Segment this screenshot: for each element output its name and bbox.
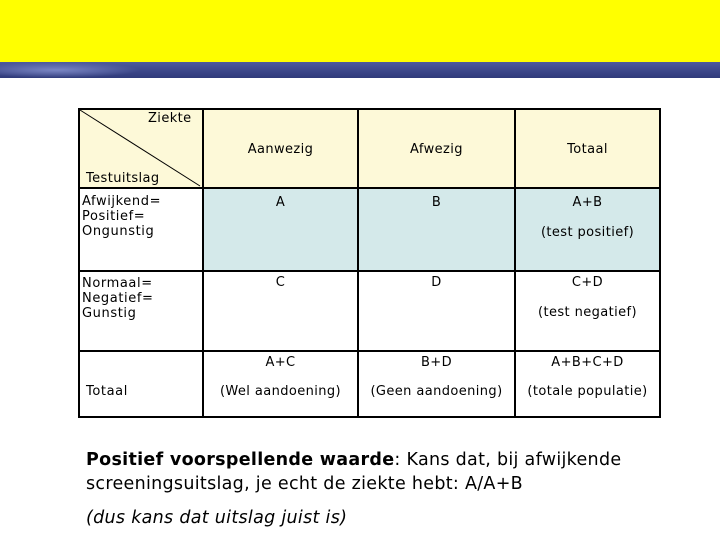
- corner-bottom-label: Testuitslag: [86, 171, 160, 186]
- grid-line-header: [78, 187, 661, 189]
- column-header-totaal: Totaal: [567, 142, 608, 157]
- definition-term: Positief voorspellende waarde: [86, 450, 395, 470]
- note-test-negatief: (test negatief): [538, 305, 637, 320]
- column-header-afwezig: Afwezig: [410, 142, 463, 157]
- italic-note: (dus kans dat uitslag juist is): [86, 508, 348, 528]
- row-label-totaal: Totaal: [86, 384, 128, 399]
- note-geen-aandoening: (Geen aandoening): [370, 384, 503, 399]
- row-label-negatief: [82, 276, 200, 321]
- note-test-positief: (test positief): [540, 225, 635, 240]
- grid-line-left: [78, 108, 80, 418]
- grid-line-positive: [78, 270, 661, 272]
- cell-a: A: [275, 195, 286, 210]
- cell-b: B: [431, 195, 442, 210]
- contingency-table: [78, 108, 661, 418]
- top-yellow-band: [0, 0, 720, 62]
- cell-a-plus-b: A+B: [572, 195, 603, 210]
- cell-d: D: [431, 275, 442, 290]
- definition-paragraph: [86, 448, 706, 496]
- grid-line-top: [78, 108, 661, 110]
- cell-a-plus-c: A+C: [265, 355, 296, 370]
- definition-body: : Kans dat, bij afwijkende screeningsuitslag, je echt de ziekte hebt: A/A+B: [86, 450, 622, 494]
- row-label-positief-text: Afwijkend= Positief= Ongunstig: [82, 194, 162, 239]
- note-wel-aandoening: (Wel aandoening): [219, 384, 342, 399]
- cell-c: C: [275, 275, 286, 290]
- row-label-positief: [82, 194, 200, 239]
- column-header-aanwezig: Aanwezig: [247, 142, 314, 157]
- corner-top-label: Ziekte: [148, 111, 192, 126]
- cell-c-plus-d: C+D: [571, 275, 604, 290]
- row-label-negatief-text: Normaal= Negatief= Gunstig: [82, 276, 154, 321]
- grid-line-right: [659, 108, 661, 418]
- cell-total: A+B+C+D: [551, 355, 624, 370]
- grid-line-bottom: [78, 416, 661, 418]
- blue-accent-band: [0, 62, 720, 78]
- note-totale-populatie: (totale populatie): [527, 384, 648, 399]
- cell-b-plus-d: B+D: [420, 355, 453, 370]
- grid-line-negative: [78, 350, 661, 352]
- band-highlight: [0, 62, 140, 78]
